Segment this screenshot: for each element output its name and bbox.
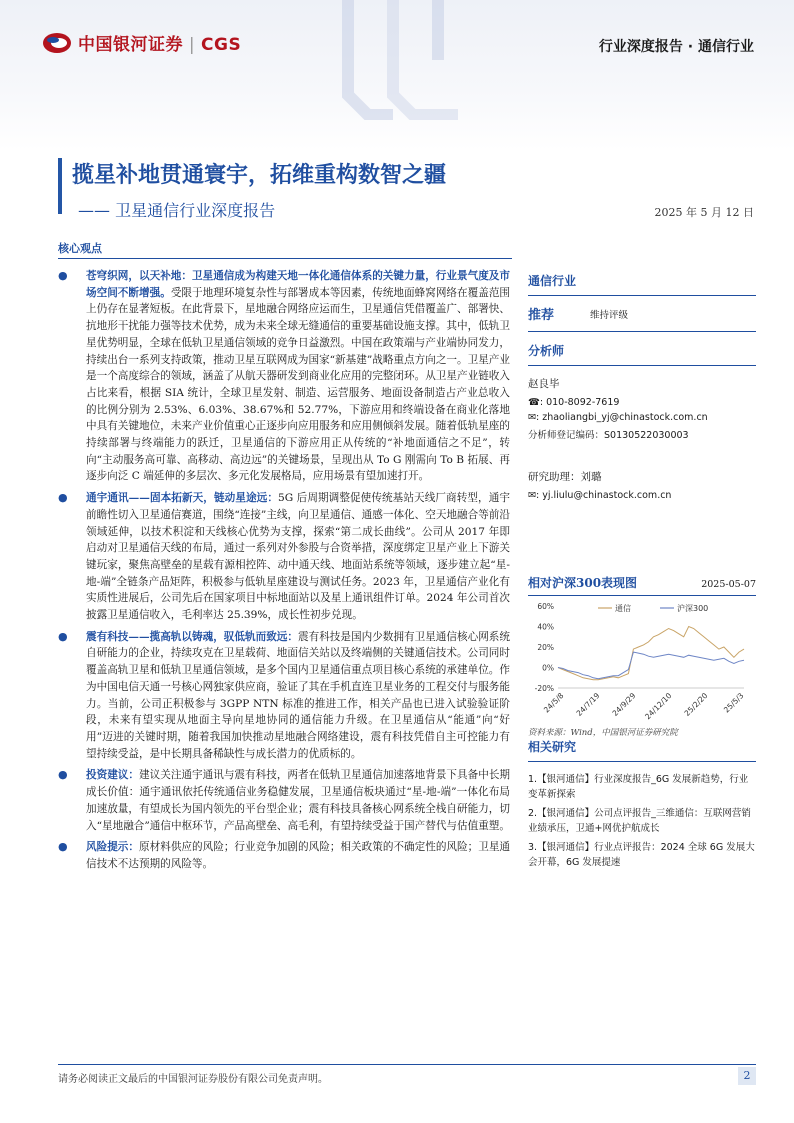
legend-label: 沪深300	[677, 604, 709, 613]
paragraph-body: 5G 后周期调整促使传统基站天线厂商转型，通宇前瞻性切入卫星通信赛道，围绕“连接”主线，向卫星通信、通感一体化、空天地融合等前沿领域延伸，以技术积淀和天线核心优势为支撑，探索“第二成长曲线”。公司从 2017 年即启动对卫星通信天线的布局，通过一系列对外参股与合资举措，深度绑定卫星产业上下游关键玩家，聚焦高壁垒的星载有源相控阵、动中通天线、地面站系统等领域，逐步建立起“星-地-端”全链条产品矩阵，积极参与低轨星座建设与测试任务。2023 年，卫星通信产业化有实质性进展后，公司先后在国家项目中标地面站以及星上通讯组件订单。2024 年公司首次披露卫星通信收入，毛利率达 25.39%，成长性初步兑现。	[86, 492, 510, 622]
paragraph	[58, 839, 510, 872]
related-item[interactable]: 2.【银河通信】公司点评报告_三维通信：互联网营销业绩承压，卫通+网优护航成长	[528, 808, 751, 834]
x-tick-label: 24/5/8	[541, 691, 566, 715]
x-tick-label: 24/7/19	[574, 691, 602, 718]
sidebar-divider	[528, 761, 756, 762]
analyst-registration: 分析师登记编码：S0130522030003	[528, 430, 689, 441]
related-item[interactable]: 3.【银河通信】行业点评报告：2024 全球 6G 发展大会开幕，6G 发展提速	[528, 842, 755, 868]
paragraph-lead: 苍穹织网，以天补地：卫星通信成为构建天地一体化通信体系的关键力量，行业景气度及市场空间不断增强。	[86, 270, 510, 299]
legend-label: 通信	[615, 604, 631, 613]
paragraph	[58, 268, 510, 485]
assistant-email[interactable]: yj.liulu@chinastock.com.cn	[542, 490, 672, 501]
paragraph-lead: 震有科技——揽高轨以铸魂，驭低轨而致远：	[86, 630, 298, 643]
report-subtitle: —— 卫星通信行业深度报告	[78, 201, 276, 220]
analyst-name: 赵良毕	[528, 378, 560, 390]
main-content	[58, 268, 510, 878]
x-tick-label: 24/9/29	[610, 691, 638, 718]
cgs-watermark	[338, 0, 468, 120]
industry-label: 通信行业	[528, 274, 577, 288]
paragraph	[58, 767, 510, 834]
logo-en: CGS	[201, 35, 242, 55]
title-accent-bar	[58, 158, 62, 214]
rating-value: 维持评级	[590, 309, 629, 321]
x-tick-label: 24/12/10	[643, 691, 674, 720]
assistant-email-row: ✉: yj.liulu@chinastock.com.cn	[528, 490, 672, 501]
chart-date: 2025-05-07	[701, 579, 756, 590]
chart-source: 资料来源：Wind，中国银河证券研究院	[528, 728, 678, 738]
chart-title: 相对沪深300表现图	[528, 576, 638, 590]
y-tick-label: -20%	[534, 684, 554, 693]
report-type: 行业深度报告 · 通信行业	[598, 39, 754, 55]
analyst-email[interactable]: zhaoliangbi_yj@chinastock.com.cn	[542, 412, 708, 423]
analyst-email-row: ✉: zhaoliangbi_yj@chinastock.com.cn	[528, 412, 708, 423]
bullet-icon: ●	[58, 629, 68, 643]
phone-icon: ☎	[528, 397, 540, 408]
analyst-header: 分析师	[528, 344, 565, 358]
y-tick-label: 0%	[542, 663, 554, 673]
y-tick-label: 40%	[537, 622, 554, 632]
bullet-icon: ●	[58, 768, 68, 782]
related-header: 相关研究	[528, 740, 577, 754]
rating-row	[528, 304, 756, 323]
recommend-label: 推荐	[528, 308, 555, 323]
section-divider	[58, 258, 512, 259]
analyst-phone-row: ☎: 010-8092-7619	[528, 397, 620, 408]
logo-text: 中国银河证券 | CGS	[78, 35, 242, 55]
y-tick-label: 20%	[537, 643, 554, 652]
section-label: 核心观点	[58, 242, 102, 255]
paragraph	[58, 629, 510, 763]
logo-cn: 中国银河证券	[78, 35, 183, 55]
chart-header	[528, 574, 756, 591]
bullet-icon: ●	[58, 840, 68, 854]
analyst-phone: 010-8092-7619	[546, 397, 620, 408]
logo-mark-icon	[42, 31, 72, 55]
sidebar	[528, 272, 756, 501]
footer-divider	[58, 1064, 756, 1065]
performance-chart	[528, 596, 756, 720]
x-tick-label: 25/5/3	[721, 691, 746, 715]
performance-chart-section	[528, 574, 756, 738]
report-title: 揽星补地贯通寰宇，拓维重构数智之疆	[72, 163, 447, 188]
report-date: 2025 年 5 月 12 日	[654, 206, 754, 219]
paragraph-body: 受限于地理环境复杂性与部署成本等因素，传统地面蜂窝网络在覆盖范围上仍存在显著短板。在此背景下，星地融合网络应运而生，卫星通信凭借覆盖广、部署快、抗地形干扰能力强等技术优势，成为未来全球无缝通信的重要基础设施支撑。其中，低轨卫星优势明显，全球在低轨卫星通信领域的竞争日益激烈。中国在政策端与产业端协同发力，持续出台一系列支持政策，推动卫星互联网成为国家“新基建”战略重点方向之一。卫星产业是一个高度综合的领域，涵盖了从航天器研发到商业化应用的完整闭环。从卫星产业链收入占比来看，根据 SIA 统计，全球卫星发射、制造、运营服务、地面设备制造占产业总收入的比例分别为 2.53%、6.03%、38.67%和 52.77%，下游应用和终端设备在商业化落地中具有关键地位，未来产业价值重心正逐步向应用服务和应用侧倾斜发展。随着低轨星座的持续部署与终端能力的跃迁，卫星通信的下游应用正从传统的“补地面通信之不足”，转向“主动服务高可靠、高移动、高边远”的关键场景，呈现出从 To G 刚需向 To B 拓展、再逐步向泛 C 端延伸的多层次、多元化发展格局，应用场景有望加速打开。	[86, 286, 511, 483]
related-research	[528, 738, 756, 874]
page-number: 2	[738, 1067, 756, 1085]
y-tick-label: 60%	[537, 602, 554, 611]
series-line-通信	[558, 627, 744, 680]
related-item[interactable]: 1.【银河通信】行业深度报告_6G 发展新趋势，行业变革新探索	[528, 774, 749, 800]
paragraph-lead: 投资建议：	[86, 769, 140, 782]
paragraph-lead: 通宇通讯——固本拓新天，链动星途远：	[86, 492, 278, 505]
paragraph-body: 建议关注通宇通讯与震有科技，两者在低轨卫星通信加速落地背景下具备中长期成长价值：通宇通讯依托传统通信业务稳健发展，卫星通信板块通过“星-地-端”一体化布局加速放量，有望成长为国内领先的平台型企业；震有科技具备核心网系统全栈自研能力，切入“星地融合”通信中枢环节，产品高壁垒、高毛利，有望持续受益于国产替代与估值重塑。	[86, 769, 511, 832]
mail-icon: ✉	[528, 490, 536, 501]
paragraph-lead: 风险提示：	[86, 841, 140, 854]
paragraph-body: 震有科技是国内少数拥有卫星通信核心网系统自研能力的企业，持续攻克在卫星载荷、地面信关站以及终端侧的关键通信技术。公司同时覆盖高轨卫星和低轨卫星通信领域，是多个国内卫星通信重点项目核心系统的承建单位。作为中国电信天通一号核心网独家供应商，验证了其在手机直连卫星业务的工程交付与服务能力。当前，公司正积极参与 3GPP NTN 标准的推进工作，相关产品也已进入试验验证阶段，未来有望实现从地面主导向星地协同的通信能力升级。在卫星通信从“能通”向“好用”迈进的关键时期，随着我国加快推动星地融合网络建设，震有科技凭借自主可控能力有望持续受益，是中长期具备稀缺性与成长潜力的优质标的。	[86, 630, 510, 760]
footer-disclaimer: 请务必阅读正文最后的中国银河证券股份有限公司免责声明。	[58, 1074, 328, 1085]
company-logo	[42, 30, 241, 55]
series-line-沪深300	[558, 652, 744, 679]
bullet-icon: ●	[58, 491, 68, 505]
mail-icon: ✉	[528, 412, 536, 423]
bullet-icon: ●	[58, 269, 68, 282]
paragraph-body: 原材料供应的风险；行业竞争加剧的风险；相关政策的不确定性的风险；卫星通信技术不达预期的风险等。	[86, 841, 511, 870]
sidebar-divider	[528, 295, 756, 296]
paragraph	[58, 490, 510, 624]
x-tick-label: 25/2/20	[682, 691, 710, 718]
research-assistant: 研究助理：刘璐	[528, 471, 602, 483]
sidebar-divider	[528, 331, 756, 332]
sidebar-divider	[528, 365, 756, 366]
